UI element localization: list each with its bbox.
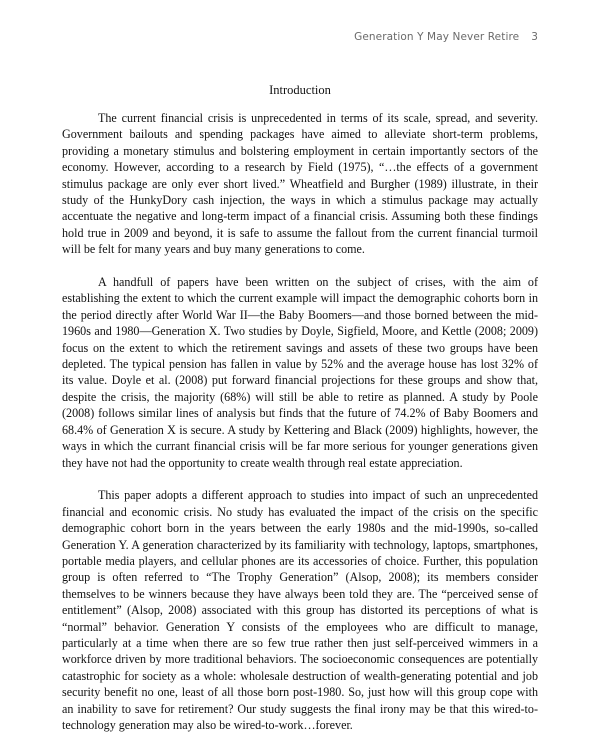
body-text bbox=[62, 110, 538, 733]
paragraph-2: A handfull of papers have been written on the subject of crises, with the aim of establishing the extent to which the current example will impact the demographic cohorts born in the period directly after World War II—the Baby Boomers—and those borned between the mid-1960s and 1980—Generation X. Two studies by Doyle, Sigfield, Moore, and Kettle (2008; 2009) focus on the extent to which the retirement savings and assets of these two groups have been depleted. The typical pension has fallen in value by 52% and the average house has lost 32% of its value. Doyle et al. (2008) put forward financial projections for these groups and show that, despite the crisis, the majority (68%) will still be able to retire as planned. A study by Poole (2008) follows similar lines of analysis but finds that the future of 74.2% of Baby Boomers and 68.4% of Generation X is secure. A study by Kettering and Black (2009) highlights, however, the ways in which the currant financial crisis will be far more serious for younger generations given they have not had the opportunity to create wealth through real estate appreciation. bbox=[62, 275, 538, 470]
paragraph-1: The current financial crisis is unprecedented in terms of its scale, spread, and severity. Government bailouts and spending packages have aimed to alleviate short-term problems, providing a monetary stimulus and bolstering employment in certain importantly sectors of the economy. However, according to a research by Field (1975), “…the effects of a government stimulus package are only ever short lived.” Wheatfield and Burgher (1989) illustrate, in their study of the HunkyDory cash injection, the ways in which a stimulus package may actually accentuate the negative and long-term impact of a financial crisis. Assuming both these findings hold true in 2009 and beyond, it is safe to assume the fallout from the current financial turmoil will be felt for many years and buy many generations to come. bbox=[62, 111, 538, 257]
paragraph-3: This paper adopts a different approach to studies into impact of such an unprecedented financial and economic crisis. No study has evaluated the impact of the crisis on the specific demographic cohort born in the years between the early 1980s and the mid-1990s, so-called Generation Y. A generation characterized by its familiarity with technology, laptops, smartphones, portable media players, and cellular phones are its accessories of choice. Further, this population group is often referred to “The Trophy Generation” (Alsop, 2008); its members consider themselves to be winners because they have always been told they are. The “perceived sense of entitlement” (Alsop, 2008) associated with this group has distorted its perceptions of what is “normal” behavior. Generation Y consists of the employees who are difficult to manage, particularly at a time when there are so few true rather then just self-perceived wimmers in a workforce driven by more traditional behaviors. The socioeconomic consequences are potentially catastrophic for society as a whole: wholesale destruction of wealth-generating potential and job security benefit no one, least of all those born post-1980. So, just how will this group cope with an inability to save for retirement? Our study suggests the final irony may be that this wired-to-technology generation may also be wired-to-work…forever. bbox=[62, 488, 538, 732]
running-head bbox=[354, 31, 538, 43]
section-heading: Introduction bbox=[269, 83, 331, 97]
running-head-title: Generation Y May Never Retire bbox=[354, 31, 520, 43]
page-number: 3 bbox=[531, 31, 538, 43]
